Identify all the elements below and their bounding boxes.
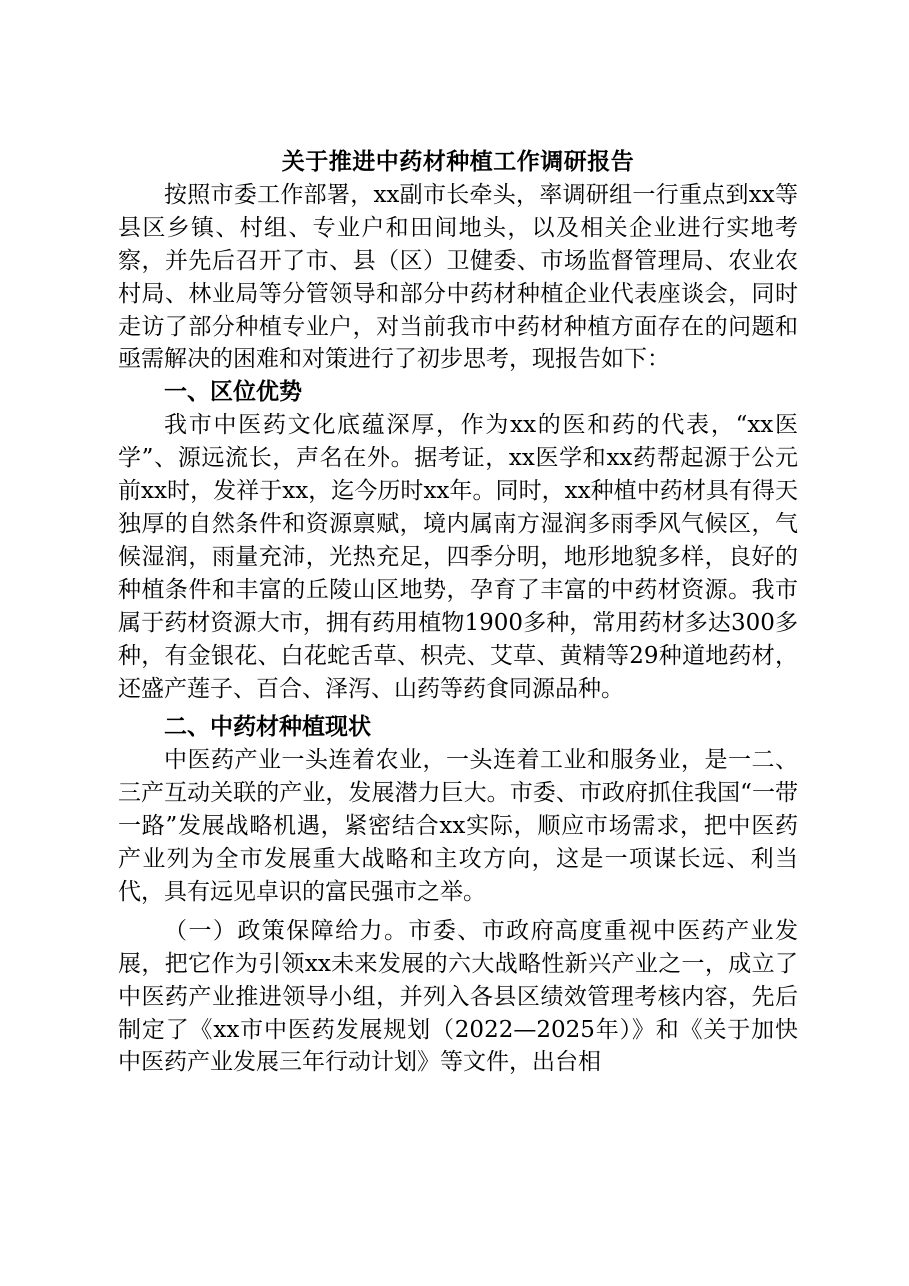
document-body — [118, 146, 798, 1079]
section-heading-location-advantage: 一、区位优势 — [164, 378, 302, 406]
intro-paragraph: 按照市委工作部署，xx副市长牵头，率调研组一行重点到xx等县区乡镇、村组、专业户和田间地头，以及相关企业进行实地考察，并先后召开了市、县（区）卫健委、市场监督管理局、农业农村局、林业局等分管领导和部分中药材种植企业代表座谈会，同时走访了部分种植专业户，对当前我市中药材种植方面存在的问题和亟需解决的困难和对策进行了初步思考，现报告如下： — [118, 181, 798, 373]
section-heading-planting-status: 二、中药材种植现状 — [164, 713, 371, 741]
planting-status-paragraph: 中医药产业一头连着农业，一头连着工业和服务业，是一二、三产互动关联的产业，发展潜力巨大。市委、市政府抓住我国“一带一路”发展战略机遇，紧密结合xx实际，顺应市场需求，把中医药产业列为全市发展重大战略和主攻方向，这是一项谋长远、利当代，具有远见卓识的富民强市之举。 — [118, 747, 798, 905]
document-title: 关于推进中药材种植工作调研报告 — [281, 148, 635, 175]
policy-support-paragraph: （一）政策保障给力。市委、市政府高度重视中医药产业发展，把它作为引领xx未来发展的六大战略性新兴产业之一，成立了中医药产业推进领导小组，并列入各县区绩效管理考核内容，先后制定了《xx市中医药发展规划（2022—2025年）》和《关于加快中医药产业发展三年行动计划》等文件，出台相 — [118, 917, 798, 1076]
location-advantage-paragraph: 我市中医药文化底蕴深厚，作为xx的医和药的代表，“xx医学”、源远流长，声名在外。据考证，xx医学和xx药帮起源于公元前xx时，发祥于xx，迄今历时xx年。同时，xx种植中药材具有得天独厚的自然条件和资源禀赋，境内属南方湿润多雨季风气候区，气候湿润，雨量充沛，光热充足，四季分明，地形地貌多样，良好的种植条件和丰富的丘陵山区地势，孕育了丰富的中药材资源。我市属于药材资源大市，拥有药用植物1900多种，常用药材多达300多种，有金银花、白花蛇舌草、枳壳、艾草、黄精等29种道地药材，还盛产莲子、百合、泽泻、山药等药食同源品种。 — [118, 412, 798, 702]
